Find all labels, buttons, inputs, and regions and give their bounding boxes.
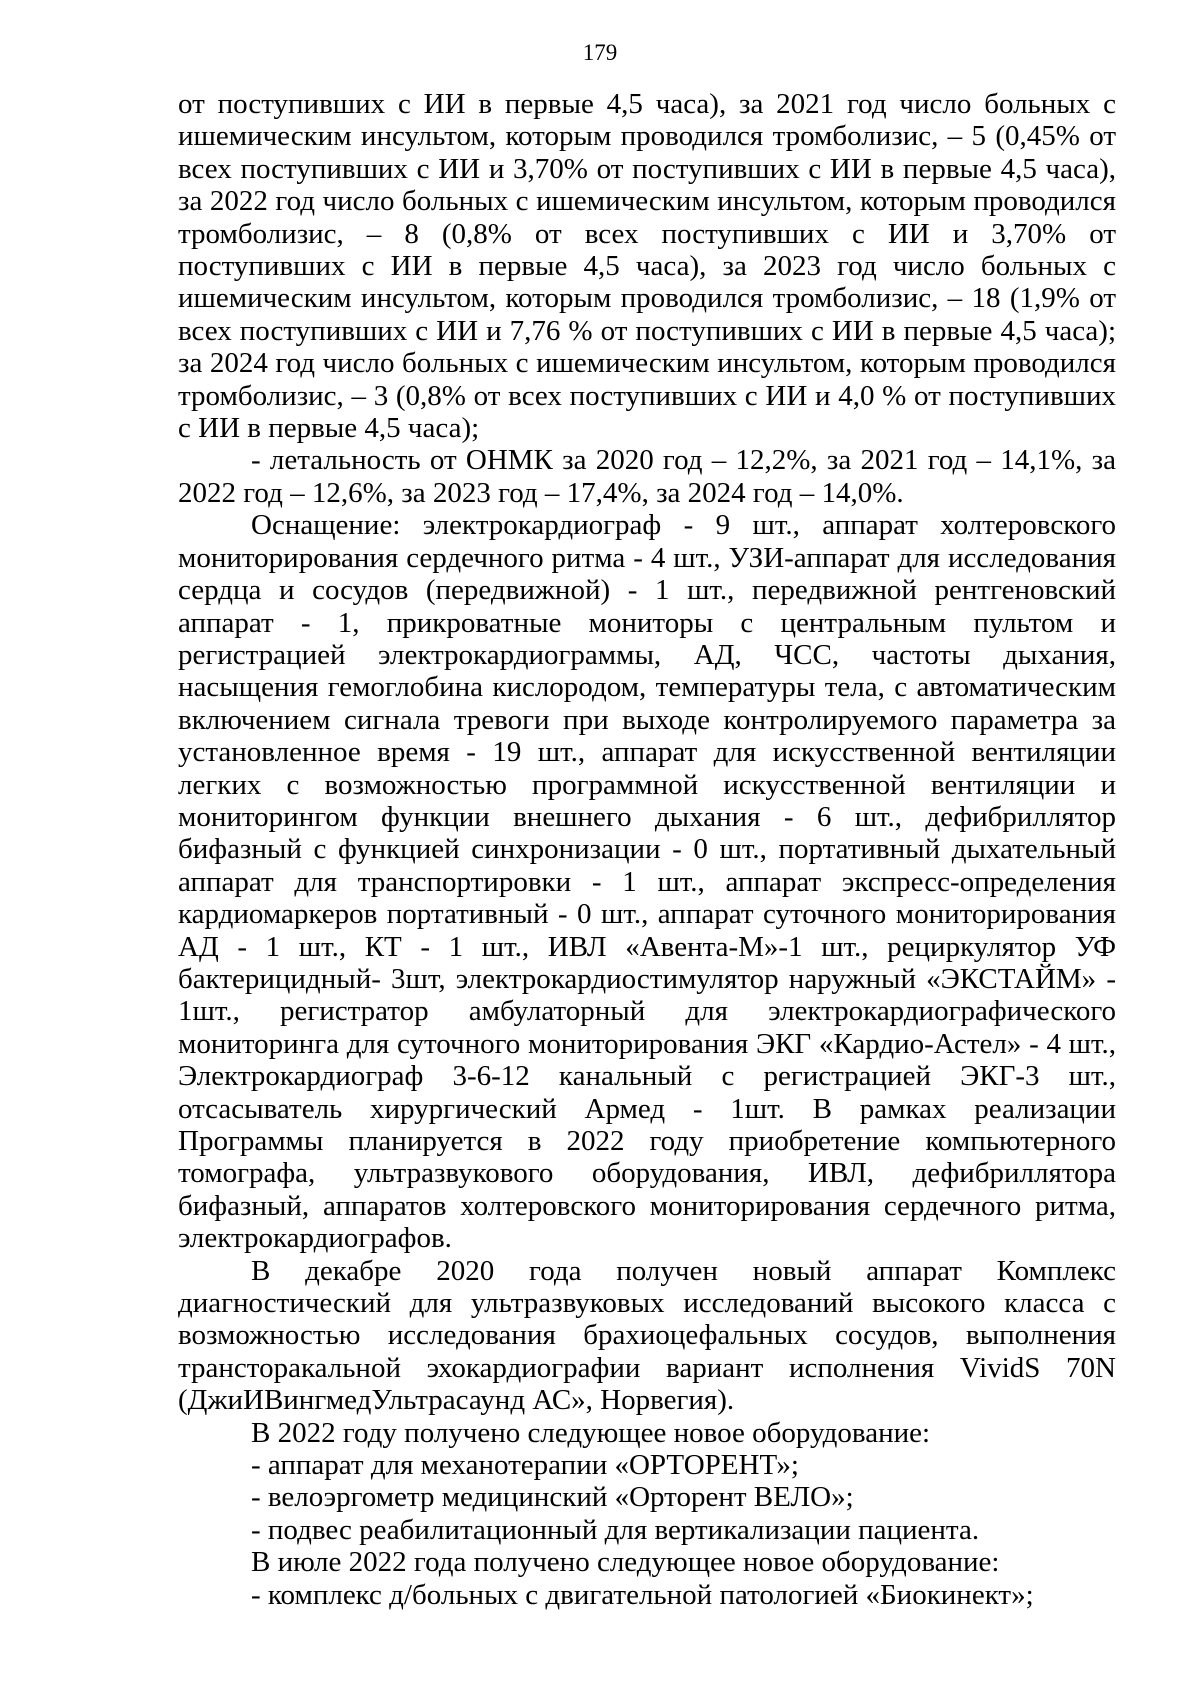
paragraph-equipment: Оснащение: электрокардиограф - 9 шт., аппарат холтеровского мониторирования сердечного ритма - 4 шт., УЗИ-аппарат для исследования сердца и сосудов (передвижной) - 1 шт., передвижной рентгеновский аппарат - 1, прикроватные мониторы с центральным пультом и регистрацией электрокардиограммы, АД, ЧСС, частоты дыхания, насыщения гемоглобина кислородом, температуры тела, с автоматическим включением сигнала тревоги при выходе контролируемого параметра за установленное время - 19 шт., аппарат для искусственной вентиляции легких с возможностью программной искусственной вентиляции и мониторингом функции внешнего дыхания - 6 шт., дефибриллятор бифазный с функцией синхронизации - 0 шт., портативный дыхательный аппарат для транспортировки - 1 шт., аппарат экспресс-определения кардиомаркеров портативный - 0 шт., аппарат суточного мониторирования АД - 1 шт., КТ - 1 шт., ИВЛ «Авента-М»-1 шт., рециркулятор УФ бактерицидный- 3шт, электрокардиостимулятор наружный «ЭКСТАЙМ» - 1шт., регистратор амбулаторный для электрокардиографического мониторинга для суточного мониторирования ЭКГ «Кардио-Астел» - 4 шт., Электрокардиограф 3-6-12 канальный с регистрацией ЭКГ-3 шт., отсасыватель хирургический Армед - 1шт. В рамках реализации Программы планируется в 2022 году приобретение компьютерного томографа, ультразвукового оборудования, ИВЛ, дефибриллятора бифазный, аппаратов холтеровского мониторирования сердечного ритма, электрокардиографов.: [178, 509, 1116, 1255]
paragraph-ultrasound-device: В декабре 2020 года получен новый аппарат Комплекс диагностический для ультразвуковых исследований высокого класса с возможностью исследования брахиоцефальных сосудов, выполнения трансторакальной эхокардиографии вариант исполнения VividS 70N (ДжиИВингмедУльтрасаунд АС», Норвегия).: [178, 1254, 1116, 1417]
list-item: - комплекс д/больных с двигательной патологией «Биокинект»;: [251, 1578, 1034, 1611]
list-item: - велоэргометр медицинский «Орторент ВЕЛО»;: [251, 1481, 854, 1514]
paragraph-thrombolysis-stats: от поступивших с ИИ в первые 4,5 часа), за 2021 год число больных с ишемическим инсультом, которым проводился тромболизис, – 5 (0,45% от всех поступивших с ИИ и 3,70% от поступивших с ИИ в первые 4,5 часа), за 2022 год число больных с ишемическим инсультом, которым проводился тромболизис, – 8 (0,8% от всех поступивших с ИИ и 3,70% от поступивших с ИИ в первые 4,5 часа), за 2023 год число больных с ишемическим инсультом, которым проводился тромболизис, – 18 (1,9% от всех поступивших с ИИ и 7,76 % от поступивших с ИИ в первые 4,5 часа); за 2024 год число больных с ишемическим инсультом, которым проводился тромболизис, – 3 (0,8% от всех поступивших с ИИ и 4,0 % от поступивших с ИИ в первые 4,5 часа);: [178, 88, 1116, 445]
list-item: - аппарат для механотерапии «ОРТОРЕНТ»;: [251, 1449, 799, 1482]
page-number: 179: [582, 40, 618, 65]
paragraph-july-2022-intro: В июле 2022 года получено следующее новое оборудование:: [251, 1546, 1000, 1579]
paragraph-mortality: - летальность от ОНМК за 2020 год – 12,2%, за 2021 год – 14,1%, за 2022 год – 12,6%, за 2023 год – 17,4%, за 2024 год – 14,0%.: [178, 444, 1116, 509]
list-item: - подвес реабилитационный для вертикализации пациента.: [251, 1513, 980, 1546]
body-text: [178, 88, 1116, 1611]
paragraph-2022-equipment-intro: В 2022 году получено следующее новое оборудование:: [251, 1416, 931, 1449]
